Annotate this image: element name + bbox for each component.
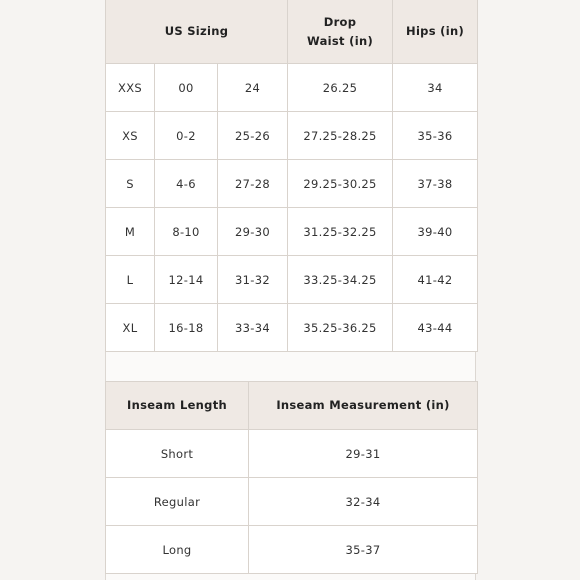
drop-waist-cell: 35.25-36.25 (288, 304, 393, 352)
right-margin (476, 0, 580, 580)
table-row (106, 430, 478, 478)
size-cell: XL (106, 304, 155, 352)
hips-cell: 34 (393, 64, 478, 112)
numeric-size-cell: 00 (155, 64, 218, 112)
size-cell: XXS (106, 64, 155, 112)
hips-cell: 39-40 (393, 208, 478, 256)
table-row (106, 478, 478, 526)
inseam-header-row (106, 382, 478, 430)
inseam-length-cell: Regular (106, 478, 249, 526)
inseam-length-cell: Long (106, 526, 249, 574)
table-row (106, 160, 478, 208)
size-cell: L (106, 256, 155, 304)
table-row (106, 64, 478, 112)
inseam-measurement-header: Inseam Measurement (in) (249, 382, 478, 430)
waist-cell: 27-28 (218, 160, 288, 208)
hips-cell: 41-42 (393, 256, 478, 304)
size-cell: M (106, 208, 155, 256)
hips-cell: 37-38 (393, 160, 478, 208)
inseam-measurement-cell: 32-34 (249, 478, 478, 526)
size-cell: S (106, 160, 155, 208)
hips-header: Hips (in) (393, 0, 478, 64)
inseam-body (106, 430, 478, 574)
numeric-size-cell: 0-2 (155, 112, 218, 160)
sizing-header-row (106, 0, 478, 64)
drop-waist-header: Drop Waist (in) (288, 0, 393, 64)
table-row (106, 526, 478, 574)
left-margin (0, 0, 105, 580)
numeric-size-cell: 4-6 (155, 160, 218, 208)
waist-cell: 33-34 (218, 304, 288, 352)
waist-cell: 31-32 (218, 256, 288, 304)
inseam-length-cell: Short (106, 430, 249, 478)
inseam-table (105, 381, 478, 574)
hips-cell: 35-36 (393, 112, 478, 160)
numeric-size-cell: 16-18 (155, 304, 218, 352)
drop-waist-cell: 26.25 (288, 64, 393, 112)
waist-cell: 24 (218, 64, 288, 112)
inseam-measurement-cell: 35-37 (249, 526, 478, 574)
waist-cell: 29-30 (218, 208, 288, 256)
us-sizing-table (105, 0, 478, 352)
sizing-body (106, 64, 478, 352)
table-row (106, 256, 478, 304)
table-row (106, 112, 478, 160)
drop-waist-cell: 33.25-34.25 (288, 256, 393, 304)
table-row (106, 208, 478, 256)
hips-cell: 43-44 (393, 304, 478, 352)
us-sizing-header: US Sizing (106, 0, 288, 64)
numeric-size-cell: 8-10 (155, 208, 218, 256)
drop-waist-cell: 27.25-28.25 (288, 112, 393, 160)
inseam-length-header: Inseam Length (106, 382, 249, 430)
inseam-measurement-cell: 29-31 (249, 430, 478, 478)
table-row (106, 304, 478, 352)
waist-cell: 25-26 (218, 112, 288, 160)
drop-waist-cell: 29.25-30.25 (288, 160, 393, 208)
drop-waist-cell: 31.25-32.25 (288, 208, 393, 256)
size-cell: XS (106, 112, 155, 160)
numeric-size-cell: 12-14 (155, 256, 218, 304)
